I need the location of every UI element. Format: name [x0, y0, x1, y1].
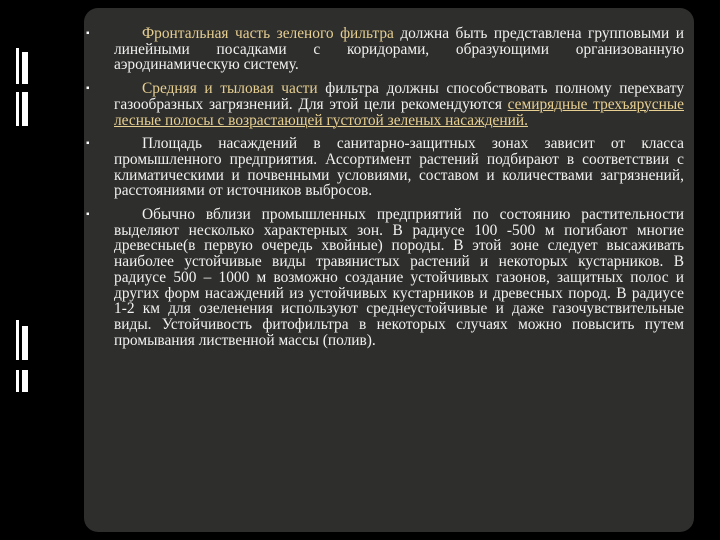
left-decoration	[0, 0, 60, 540]
bullet-icon: ▪	[86, 83, 90, 95]
paragraph-1	[84, 26, 684, 73]
text-span: Площадь насаждений в санитарно-защитных зонах зависит от класса промышленного предприятия. Ассортимент растений подбирают в соответствии с климатическими и почвенными условиями, составом и количествами загрязнений, расстояниями от источников выбросов.	[114, 135, 684, 200]
text-span: фильтра должны способствовать полному перехвату газообразных загрязнений. Для этой цели рекомендуются	[114, 80, 685, 113]
text-span: должна быть представлена групповыми и линейными посадками с коридорами, образующими организованную аэродинамическую систему.	[114, 25, 684, 74]
paragraph-4	[84, 207, 684, 348]
bullet-icon: ▪	[86, 138, 90, 150]
bullet-icon: ▪	[86, 209, 90, 221]
deco-bar	[16, 48, 19, 84]
bullet-icon: ▪	[86, 28, 90, 39]
text-span: семирядные трехъярусные лесные полосы с возрастающей густотой зеленых насаждений.	[114, 95, 684, 129]
text-span: Средняя и тыловая части	[142, 80, 318, 98]
deco-bar	[22, 92, 28, 126]
deco-bar	[22, 52, 28, 84]
slide-content	[84, 26, 684, 356]
text-span: Обычно вблизи промышленных предприятий по состоянию растительности выделяют несколько характерных зон. В радиусе 100 -500 м погибают многие древесные(в первую очередь хвойные) породы. В этой зоне следует высаживать наиболее устойчивые виды травянистых растений и некоторых кустарников. В радиусе 500 – 1000 м возможно создание устойчивых газонов, защитных полос и других форм насаждений из устойчивых кустарников и древесных пород. В радиусе 1-2 км для озеленения используют среднеустойчивые и даже газочувствительные виды. Устойчивость фитофильтра в некоторых случаях можно повысить путем промывания лиственной массы (полив).	[114, 206, 684, 349]
paragraph-2	[84, 81, 684, 128]
paragraph-3	[84, 136, 684, 199]
deco-bar	[16, 320, 19, 360]
deco-bar	[22, 370, 28, 392]
deco-bar	[16, 92, 19, 126]
deco-bar	[22, 326, 28, 360]
text-span: Фронтальная часть зеленого фильтра	[142, 25, 394, 42]
deco-bar	[16, 370, 19, 392]
